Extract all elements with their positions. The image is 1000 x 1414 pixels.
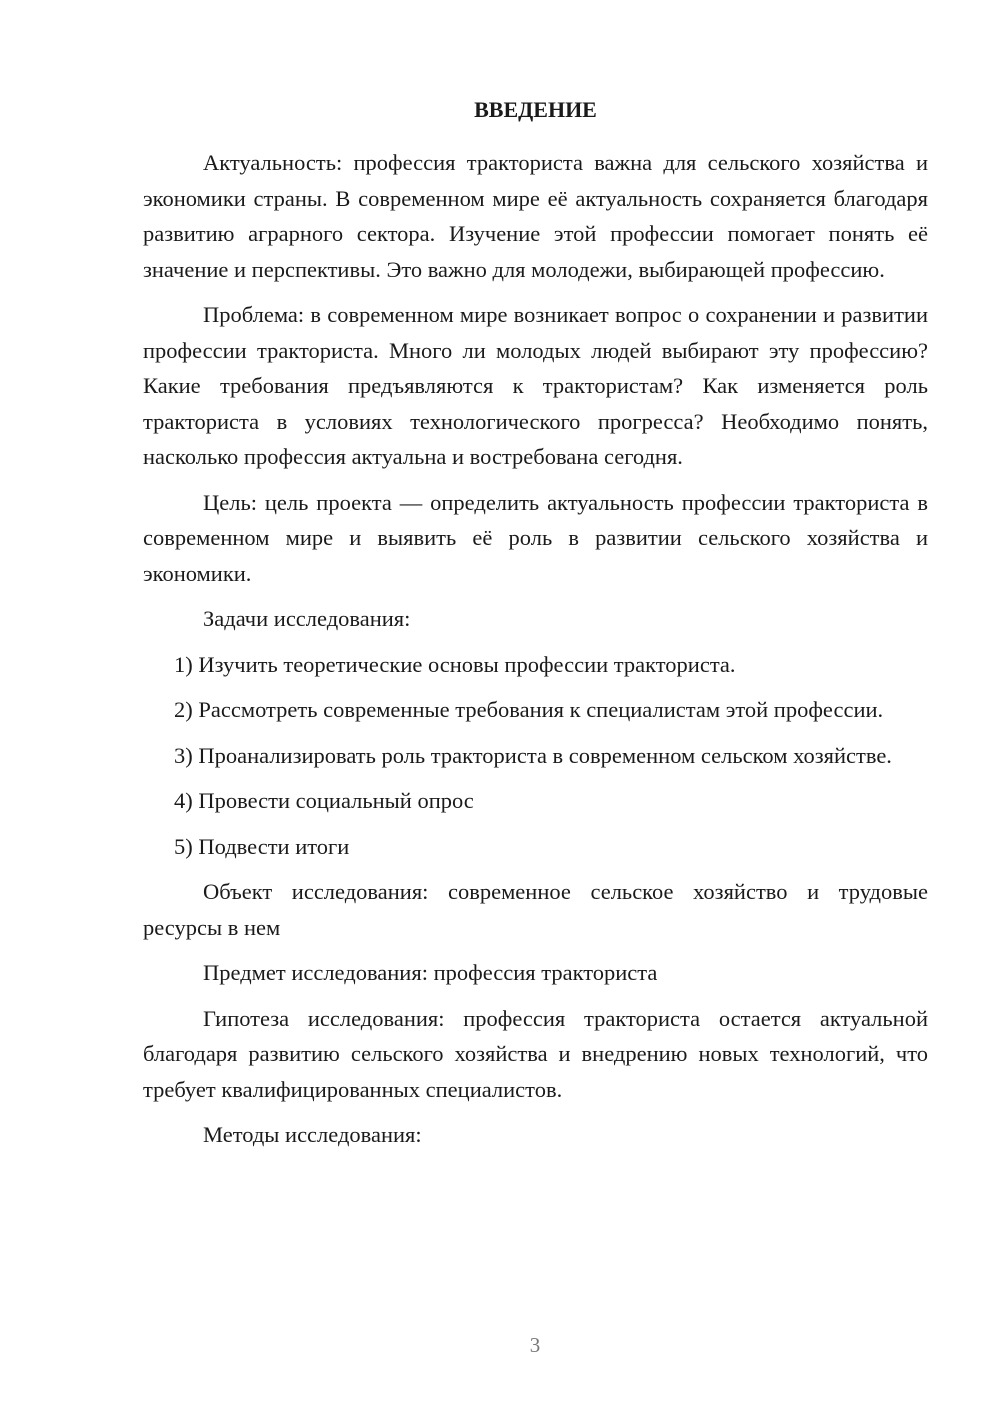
paragraph-methods: Методы исследования: xyxy=(203,1122,422,1147)
task-item-3: 3) Проанализировать роль тракториста в современном сельском хозяйстве. xyxy=(174,742,892,768)
task-item-2: 2) Рассмотреть современные требования к специалистам этой профессии. xyxy=(174,697,884,722)
section-title: ВВЕДЕНИЕ xyxy=(474,97,597,122)
page-number: 3 xyxy=(529,1333,541,1357)
tasks-heading: Задачи исследования: xyxy=(203,606,411,631)
paragraph-subject: Предмет исследования: профессия тракториста xyxy=(203,960,658,985)
paragraph-relevance: Актуальность: профессия тракториста важна для сельского хозяйства и экономики страны. В современном мире её актуальность сохраняется благодаря развитию аграрного сектора. Изучение этой профессии помогает понять её значение и перспективы. Это важно для молодежи, выбирающей профессию. xyxy=(143,150,928,282)
task-item-1: 1) Изучить теоретические основы профессии тракториста. xyxy=(174,651,736,677)
paragraph-hypothesis: Гипотеза исследования: профессия тракториста остается актуальной благодаря развитию сельского хозяйства и внедрению новых технологий, что требует квалифицированных специалистов. xyxy=(143,1005,928,1102)
paragraph-object: Объект исследования: современное сельское хозяйство и трудовые ресурсы в нем xyxy=(143,879,928,940)
paragraph-goal: Цель: цель проекта — определить актуальность профессии тракториста в современном мире и выявить её роль в развитии сельского хозяйства и экономики. xyxy=(143,489,928,586)
page-content xyxy=(143,95,928,1153)
task-item-5: 5) Подвести итоги xyxy=(174,833,350,859)
task-item-4: 4) Провести социальный опрос xyxy=(174,788,474,813)
paragraph-problem: Проблема: в современном мире возникает вопрос о сохранении и развитии профессии тракториста. Много ли молодых людей выбирают эту профессию? Какие требования предъявляются к трактористам? Как изменяется роль тракториста в условиях технологического прогресса? Необходимо понять, насколько профессия актуальна и востребована сегодня. xyxy=(143,302,928,469)
